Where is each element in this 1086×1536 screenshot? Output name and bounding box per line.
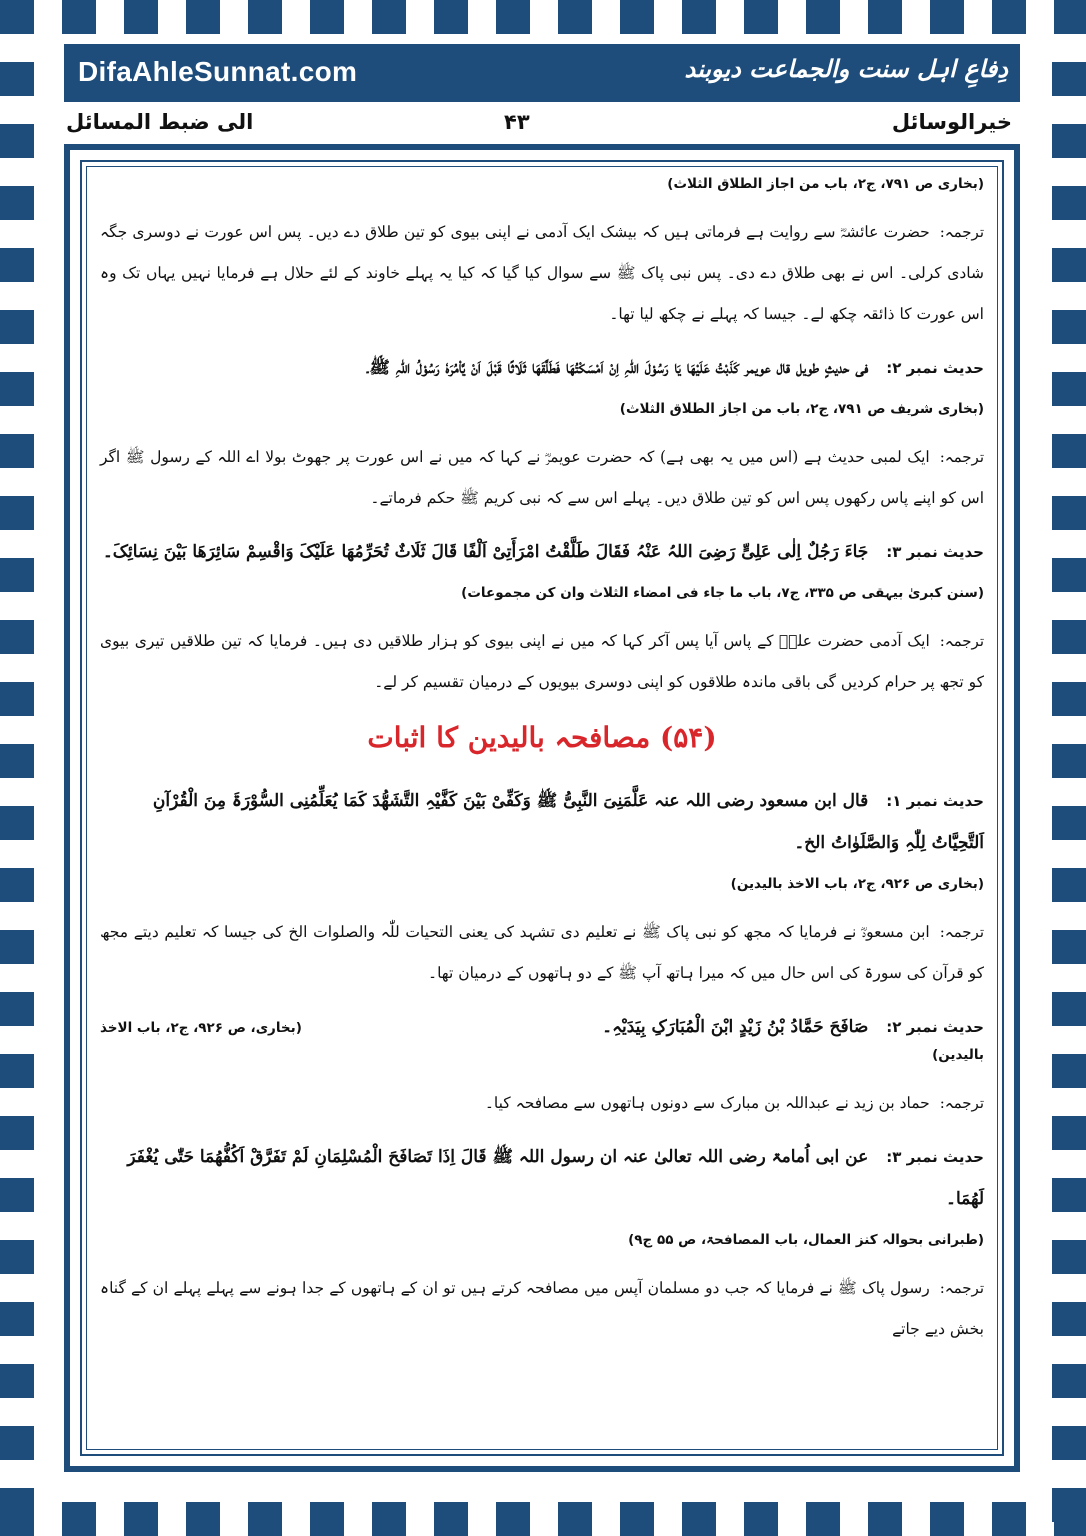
translation-text: ایک لمبی حدیث ہے (اس میں یہ بھی ہے) کہ حضرت عویمرؓ نے کہا کہ میں نے اس عورت پر جھوٹ بولا اے اللہ کے رسول ﷺ اگر اس کو اپنے پاس رکھوں پس اس کو تین طلاق دیں۔ پہلے اس سے کہ نبی کریم ﷺ حکم فرماتے۔ — [100, 448, 984, 507]
page-content — [100, 176, 984, 1444]
running-header — [64, 104, 1020, 144]
hadith-text: جَاءَ رَجُلٌ اِلٰی عَلِیٍّ رَضِیَ اللہُ عَنْہُ فَقَالَ طَلَّقْتُ امْرَأَتِیْ اَلْفًا قَالَ ثَلَاثٌ تُحَرِّمُھَا عَلَیْکَ وَاقْسِمْ سَائِرَھَا بَیْنَ نِسَائِکَ۔ — [102, 542, 869, 562]
border-square — [124, 1502, 158, 1536]
reference: (سنن کبریٰ بیہقی ص ۳۳۵، ج۷، باب ما جاء فی امضاء الثلاث وان کن مجموعات) — [461, 585, 984, 601]
header-bar — [64, 44, 1020, 102]
border-square — [1052, 186, 1086, 220]
border-square — [186, 1502, 220, 1536]
border-square — [0, 620, 34, 654]
reference: (بخاری ص ۷۹۱، ج۲، باب من اجاز الطلاق الثلاث) — [667, 176, 984, 192]
border-square — [0, 1178, 34, 1212]
border-square — [0, 930, 34, 964]
border-square — [558, 1502, 592, 1536]
border-square — [62, 1502, 96, 1536]
border-square — [1052, 1116, 1086, 1150]
page-number: ۴۳ — [504, 110, 530, 134]
border-square — [1052, 806, 1086, 840]
hadith-label: حدیث نمبر ۳: — [886, 1148, 984, 1166]
border-square — [0, 62, 34, 96]
border-square — [0, 1488, 34, 1522]
border-square — [1052, 1178, 1086, 1212]
reference: (بخاری شریف ص ۷۹۱، ج۲، باب من اجاز الطلاق الثلاث) — [619, 401, 984, 417]
border-square — [868, 0, 902, 34]
border-square — [0, 186, 34, 220]
border-square — [558, 0, 592, 34]
border-square — [0, 558, 34, 592]
translation-label: ترجمہ: — [939, 923, 984, 941]
translation-paragraph — [100, 621, 984, 703]
border-square — [1052, 930, 1086, 964]
border-square — [1052, 1364, 1086, 1398]
border-square — [496, 0, 530, 34]
border-square — [992, 0, 1026, 34]
translation-text: ابن مسعودؓ نے فرمایا کہ مجھ کو نبی پاک ﷺ نے تعلیم دی تشہد کی یعنی التحیات للّٰہ والصلوات الخ کی جیسا کہ تعلیم دیتے مجھ کو قرآن کی سورۃ کی اس حال میں کہ میرا ہاتھ آپ ﷺ کے دو ہاتھوں کے درمیان تھا۔ — [100, 923, 984, 982]
hadith-label: حدیث نمبر ۱: — [886, 792, 984, 810]
translation-paragraph — [100, 912, 984, 994]
border-square — [1052, 62, 1086, 96]
border-square — [372, 0, 406, 34]
translation-label: ترجمہ: — [939, 1094, 984, 1112]
border-square — [806, 0, 840, 34]
chapter-title: الی ضبط المسائل — [66, 110, 254, 134]
reference: (بخاری، ص ۹۲۶، ج۲، باب الاخذ — [100, 1020, 302, 1036]
border-square — [1052, 620, 1086, 654]
border-square — [248, 1502, 282, 1536]
border-square — [1052, 1302, 1086, 1336]
border-square — [930, 0, 964, 34]
border-square — [0, 1054, 34, 1088]
hadith-label: حدیث نمبر ۲: — [886, 359, 984, 377]
border-square — [0, 744, 34, 778]
border-square — [434, 0, 468, 34]
hadith-label: حدیث نمبر ۲: — [886, 1018, 984, 1036]
border-square — [0, 682, 34, 716]
border-square — [992, 1502, 1026, 1536]
border-square — [0, 806, 34, 840]
border-square — [682, 1502, 716, 1536]
border-square — [0, 310, 34, 344]
translation-paragraph — [100, 437, 984, 519]
hadith — [100, 780, 984, 864]
translation-text: ایک آدمی حضرت علیؓ کے پاس آیا پس آکر کہا کہ میں نے اپنی بیوی کو ہزار طلاقیں دی ہیں۔ فرمایا کہ تین طلاقیں تیری بیوی کو تجھ پر حرام کردیں گی باقی ماندہ طلاقوں کو اپنی دوسری بیویوں کے درمیان تقسیم کر لے۔ — [100, 632, 984, 691]
border-square — [0, 248, 34, 282]
border-square — [806, 1502, 840, 1536]
book-title: خیرالوسائل — [891, 110, 1012, 134]
border-square — [744, 0, 778, 34]
border-square — [1052, 434, 1086, 468]
border-square — [0, 1302, 34, 1336]
border-square — [1052, 496, 1086, 530]
border-square — [1052, 1488, 1086, 1522]
border-square — [1052, 372, 1086, 406]
border-square — [0, 1240, 34, 1274]
hadith — [100, 347, 984, 389]
border-square — [930, 1502, 964, 1536]
border-square — [1052, 1240, 1086, 1274]
translation-label: ترجمہ: — [939, 632, 984, 650]
hadith-label: حدیث نمبر ۳: — [886, 543, 984, 561]
hadith — [100, 531, 984, 573]
border-square — [0, 496, 34, 530]
border-square — [310, 1502, 344, 1536]
hadith-text: فی حدیثٍ طویل قال عویمر کَذَبْتُ عَلَیْھَا یَا رَسُوْلَ اللہِ اِنْ اَمْسَکْتُھَا فَطَلَّقَھَا ثَلَاثًا قَبْلَ اَنْ یَّاْمُرَہٗ رَسُوْلُ اللہِ ﷺ۔ — [365, 358, 869, 378]
border-square — [1052, 868, 1086, 902]
border-square — [1052, 1054, 1086, 1088]
border-square — [0, 1426, 34, 1460]
border-square — [1052, 992, 1086, 1026]
border-square — [744, 1502, 778, 1536]
border-square — [0, 0, 34, 34]
border-square — [620, 1502, 654, 1536]
border-square — [868, 1502, 902, 1536]
border-square — [124, 0, 158, 34]
border-square — [372, 1502, 406, 1536]
site-name[interactable]: DifaAhleSunnat.com — [78, 56, 358, 87]
translation-text: حضرت عائشہؓ سے روایت ہے فرماتی ہیں کہ بیشک ایک آدمی نے اپنی بیوی کو تین طلاق دے دیں۔ پس اس عورت نے دوسری جگہ شادی کرلی۔ اس نے بھی طلاق دے دی۔ پس نبی پاک ﷺ سے سوال کیا گیا کہ کیا یہ پہلے خاوند کے لئے حلال ہے فرمایا نہیں یہاں تک وہ اس عورت کا ذائقہ چکھ لے۔ جیسا کہ پہلے نے چکھ لیا تھا۔ — [100, 223, 984, 323]
translation-paragraph — [100, 212, 984, 335]
translation-text: حماد بن زید نے عبداللہ بن مبارک سے دونوں ہاتھوں سے مصافحہ کیا۔ — [484, 1094, 930, 1112]
border-square — [496, 1502, 530, 1536]
hadith-text: قال ابن مسعود رضی اللہ عنہ عَلَّمَنِیَ النَّبِیُّ ﷺ وَکَفِّیْ بَیْنَ کَفَّیْہِ التَّشَھُّدَ کَمَا یُعَلِّمُنِی السُّوْرَۃَ مِنَ الْقُرْآنِ اَلتَّحِیَّاتُ لِلّٰہِ وَالصَّلَوٰاتُ الخ۔ — [152, 791, 984, 853]
border-square — [0, 1116, 34, 1150]
translation-label: ترجمہ: — [939, 223, 984, 241]
border-square — [0, 124, 34, 158]
border-square — [1052, 682, 1086, 716]
reference: (طبرانی بحوالہ کنز العمال، باب المصافحۃ، ص ۵۵ ج۹) — [628, 1232, 984, 1248]
border-square — [62, 0, 96, 34]
border-square — [1054, 0, 1086, 34]
border-square — [0, 868, 34, 902]
translation-paragraph — [100, 1268, 984, 1350]
border-square — [186, 0, 220, 34]
border-square — [248, 0, 282, 34]
border-square — [682, 0, 716, 34]
border-square — [1052, 124, 1086, 158]
site-title-urdu: دِفاعِ اہل سنت والجماعت دیوبند — [684, 54, 1008, 83]
border-square — [620, 0, 654, 34]
translation-paragraph — [100, 1083, 984, 1124]
border-square — [1052, 248, 1086, 282]
border-square — [0, 372, 34, 406]
hadith — [100, 1006, 984, 1049]
reference: (بخاری ص ۹۲۶، ج۲، باب الاخذ بالیدین) — [730, 876, 984, 892]
border-square — [1052, 310, 1086, 344]
translation-text: رسول پاک ﷺ نے فرمایا کہ جب دو مسلمان آپس میں مصافحہ کرتے ہیں تو ان کے ہاتھوں کے جدا ہونے سے پہلے پہلے ان کے گناہ بخش دیے جاتے — [100, 1279, 984, 1338]
border-square — [0, 434, 34, 468]
translation-label: ترجمہ: — [939, 448, 984, 466]
border-square — [1052, 744, 1086, 778]
border-square — [1052, 558, 1086, 592]
border-square — [1052, 1426, 1086, 1460]
hadith-text: عن ابی اُمامۃ رضی اللہ تعالیٰ عنہ ان رسول اللہ ﷺ قَالَ اِذَا تَصَافَحَ الْمُسْلِمَانِ لَمْ تَفَرَّقْ اَکُفُّھُمَا حَتّٰی یُغْفَرَ لَھُمَا۔ — [127, 1147, 984, 1209]
translation-label: ترجمہ: — [939, 1279, 984, 1297]
hadith-text: صَافَحَ حَمَّادُ بْنُ زَیْدٍ ابْنَ الْمُبَارَکِ بِیَدَیْہِ۔ — [602, 1017, 869, 1037]
border-square — [434, 1502, 468, 1536]
border-square — [0, 1364, 34, 1398]
section-title: (۵۴) مصافحہ بالیدین کا اثبات — [367, 721, 717, 754]
border-square — [310, 0, 344, 34]
reference-continued: بالیدین) — [932, 1047, 984, 1063]
hadith — [100, 1136, 984, 1220]
border-square — [0, 992, 34, 1026]
